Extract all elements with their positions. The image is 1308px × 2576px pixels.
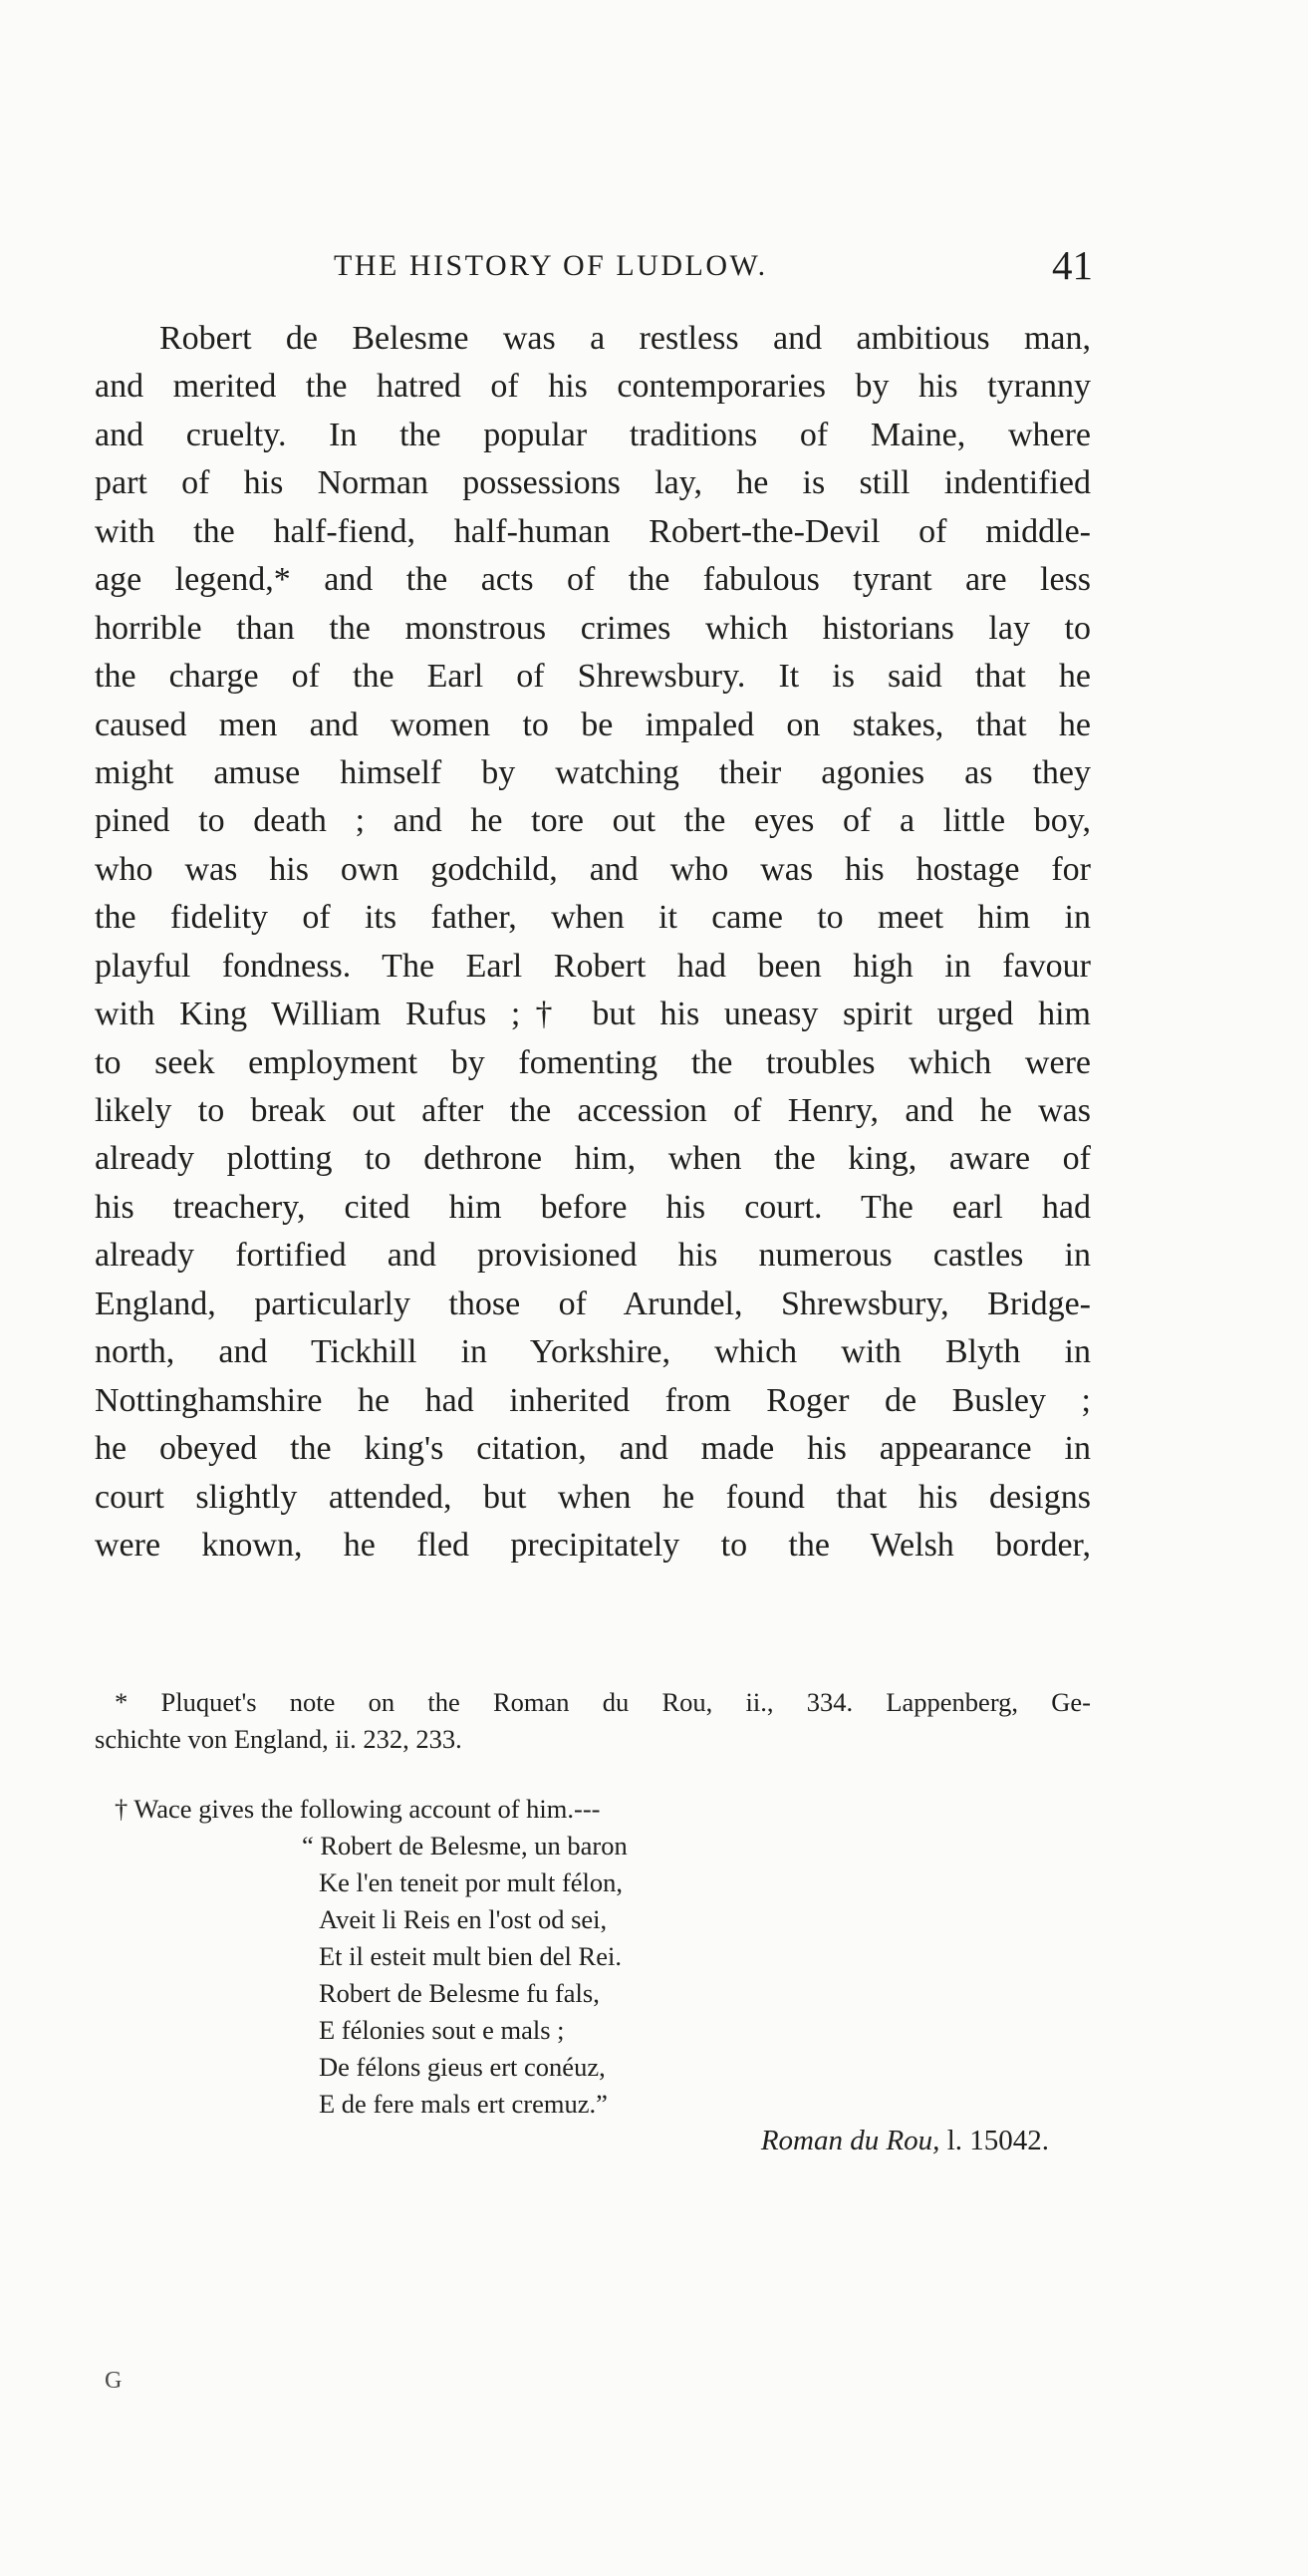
body-line: north, and Tickhill in Yorkshire, which with Blyth in <box>95 1333 1091 1371</box>
body-line: Robert de Belesme was a restless and ambitious man, <box>159 320 1091 357</box>
body-line: with the half-fiend, half-human Robert-the-Devil of middle- <box>95 512 1091 550</box>
body-line: age legend,* and the acts of the fabulous tyrant are less <box>95 561 1091 599</box>
body-line: caused men and women to be impaled on stakes, that he <box>95 706 1091 743</box>
verse-line: Et il esteit mult bien del Rei. <box>319 1941 622 1971</box>
body-line: who was his own godchild, and who was his hostage for <box>95 850 1091 888</box>
verse-line: Ke l'en teneit por mult félon, <box>319 1867 624 1897</box>
verse-line: “ Robert de Belesme, un baron <box>302 1831 628 1860</box>
citation-line: l. 15042. <box>939 2125 1049 2156</box>
verse-citation <box>95 2123 1091 2159</box>
body-line: he obeyed the king's citation, and made his appearance in <box>95 1430 1091 1468</box>
body-line: England, particularly those of Arundel, Shrewsbury, Bridge- <box>95 1285 1091 1322</box>
body-line: pined to death ; and he tore out the eyes of a little boy, <box>95 802 1091 840</box>
footnote-1-line: * Pluquet's note on the Roman du Rou, ii., 334. Lappenberg, Ge- <box>115 1687 1091 1717</box>
footnote-2-intro: † Wace gives the following account of him.--- <box>115 1794 601 1824</box>
signature-mark: G <box>105 2368 123 2394</box>
body-line: and cruelty. In the popular traditions of Maine, where <box>95 416 1091 453</box>
body-line: the charge of the Earl of Shrewsbury. It is said that he <box>95 658 1091 696</box>
body-line: playful fondness. The Earl Robert had been high in favour <box>95 947 1091 985</box>
page-number: 41 <box>1052 242 1093 288</box>
body-line: already fortified and provisioned his numerous castles in <box>95 1237 1091 1275</box>
footnote-1-line: schichte von England, ii. 232, 233. <box>95 1724 462 1754</box>
body-line: horrible than the monstrous crimes which historians lay to <box>95 609 1091 647</box>
body-line: part of his Norman possessions lay, he is still indentified <box>95 464 1091 502</box>
body-line: Nottinghamshire he had inherited from Roger de Busley ; <box>95 1381 1091 1419</box>
body-line: likely to break out after the accession of Henry, and he was <box>95 1092 1091 1129</box>
body-line: might amuse himself by watching their agonies as they <box>95 753 1091 791</box>
running-head <box>95 244 1091 294</box>
body-line: and merited the hatred of his contemporaries by his tyranny <box>95 368 1091 406</box>
verse-line: De félons gieus ert conéuz, <box>319 2052 606 2082</box>
running-title: THE HISTORY OF LUDLOW. <box>334 249 768 282</box>
citation-title: Roman du Rou, <box>760 2125 940 2156</box>
body-line: his treachery, cited him before his court. The earl had <box>95 1188 1091 1226</box>
footnotes <box>95 1684 1091 2159</box>
verse-line: E de fere mals ert cremuz.” <box>319 2089 608 2119</box>
verse-line: Robert de Belesme fu fals, <box>319 1978 600 2008</box>
body-line: to seek employment by fomenting the troubles which were <box>95 1043 1091 1081</box>
verse-line: Aveit li Reis en l'ost od sei, <box>319 1904 608 1934</box>
footnote-gap <box>95 1758 1091 1791</box>
body-line: were known, he fled precipitately to the Welsh border, <box>95 1526 1091 1564</box>
body-line: the fidelity of its father, when it came to meet him in <box>95 899 1091 937</box>
body-line: already plotting to dethrone him, when the king, aware of <box>95 1140 1091 1178</box>
body-text <box>95 315 1091 1570</box>
body-line: with King William Rufus ;† but his uneasy spirit urged him <box>95 996 1091 1033</box>
body-line: court slightly attended, but when he found that his designs <box>95 1478 1091 1516</box>
verse-line: E félonies sout e mals ; <box>319 2015 565 2045</box>
